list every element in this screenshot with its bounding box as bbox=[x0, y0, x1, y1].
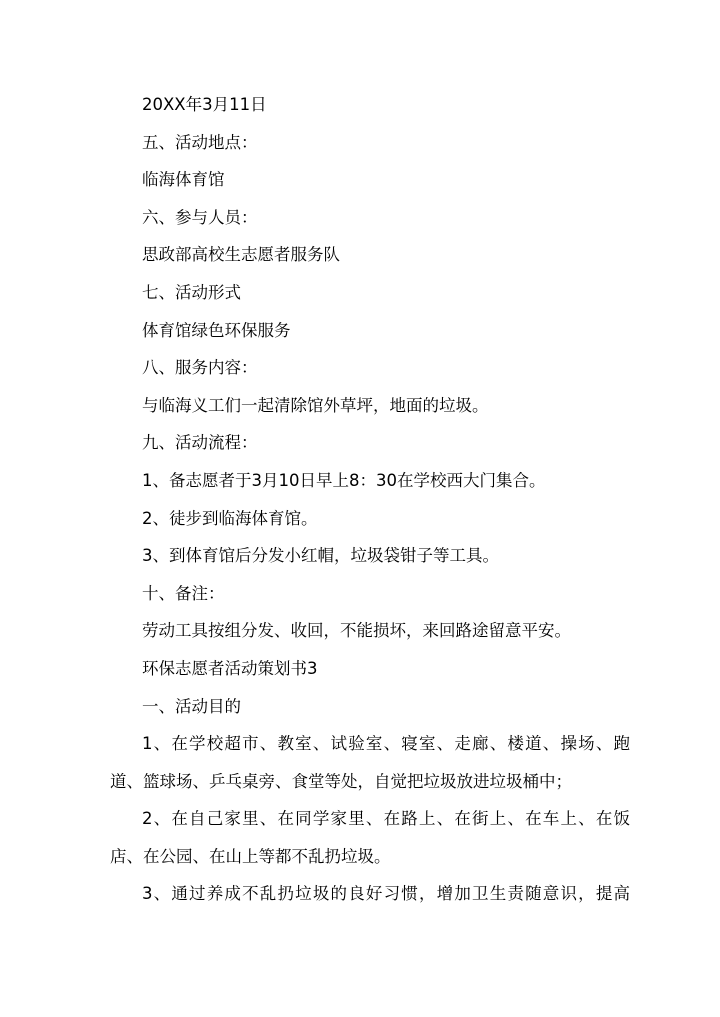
section-heading-content: 八、服务内容： bbox=[142, 358, 258, 378]
purpose-item-1-line-2: 道、篮球场、乒乓桌旁、食堂等处，自觉把垃圾放进垃圾桶中； bbox=[110, 771, 572, 791]
purpose-item-2-line-2: 店、在公园、在山上等都不乱扔垃圾。 bbox=[110, 846, 391, 866]
process-step-3: 3、到体育馆后分发小红帽，垃圾袋钳子等工具。 bbox=[142, 546, 499, 566]
section-heading-notes: 十、备注： bbox=[142, 583, 225, 603]
section-heading-process: 九、活动流程： bbox=[142, 433, 258, 453]
document-title: 环保志愿者活动策划书3 bbox=[142, 658, 318, 678]
section-heading-participants: 六、参与人员： bbox=[142, 207, 258, 227]
section-heading-location: 五、活动地点： bbox=[142, 132, 258, 152]
date-line: 20XX年3月11日 bbox=[142, 95, 267, 114]
form-text: 体育馆绿色环保服务 bbox=[142, 320, 291, 340]
process-step-1: 1、备志愿者于3月10日早上8：30在学校西大门集合。 bbox=[142, 470, 546, 490]
section-heading-purpose: 一、活动目的 bbox=[142, 696, 241, 716]
participants-text: 思政部高校生志愿者服务队 bbox=[142, 245, 340, 265]
section-heading-form: 七、活动形式 bbox=[142, 282, 241, 302]
purpose-item-3 bbox=[110, 875, 630, 913]
location-text: 临海体育馆 bbox=[142, 170, 225, 190]
purpose-item-1-line-1: 1、在学校超市、教室、试验室、寝室、走廊、楼道、操场、跑 bbox=[142, 734, 630, 754]
purpose-item-2-line-1: 2、在自己家里、在同学家里、在路上、在街上、在车上、在饭 bbox=[142, 809, 630, 829]
notes-text: 劳动工具按组分发、收回，不能损坏，来回路途留意平安。 bbox=[142, 621, 571, 641]
purpose-item-3-line-1: 3、通过养成不乱扔垃圾的良好习惯，增加卫生责随意识，提高 bbox=[142, 884, 630, 904]
purpose-item-2 bbox=[110, 800, 630, 875]
content-text: 与临海义工们一起清除馆外草坪，地面的垃圾。 bbox=[142, 395, 489, 415]
document-body bbox=[110, 86, 630, 913]
process-step-2: 2、徒步到临海体育馆。 bbox=[142, 508, 318, 528]
purpose-item-1 bbox=[110, 725, 630, 800]
